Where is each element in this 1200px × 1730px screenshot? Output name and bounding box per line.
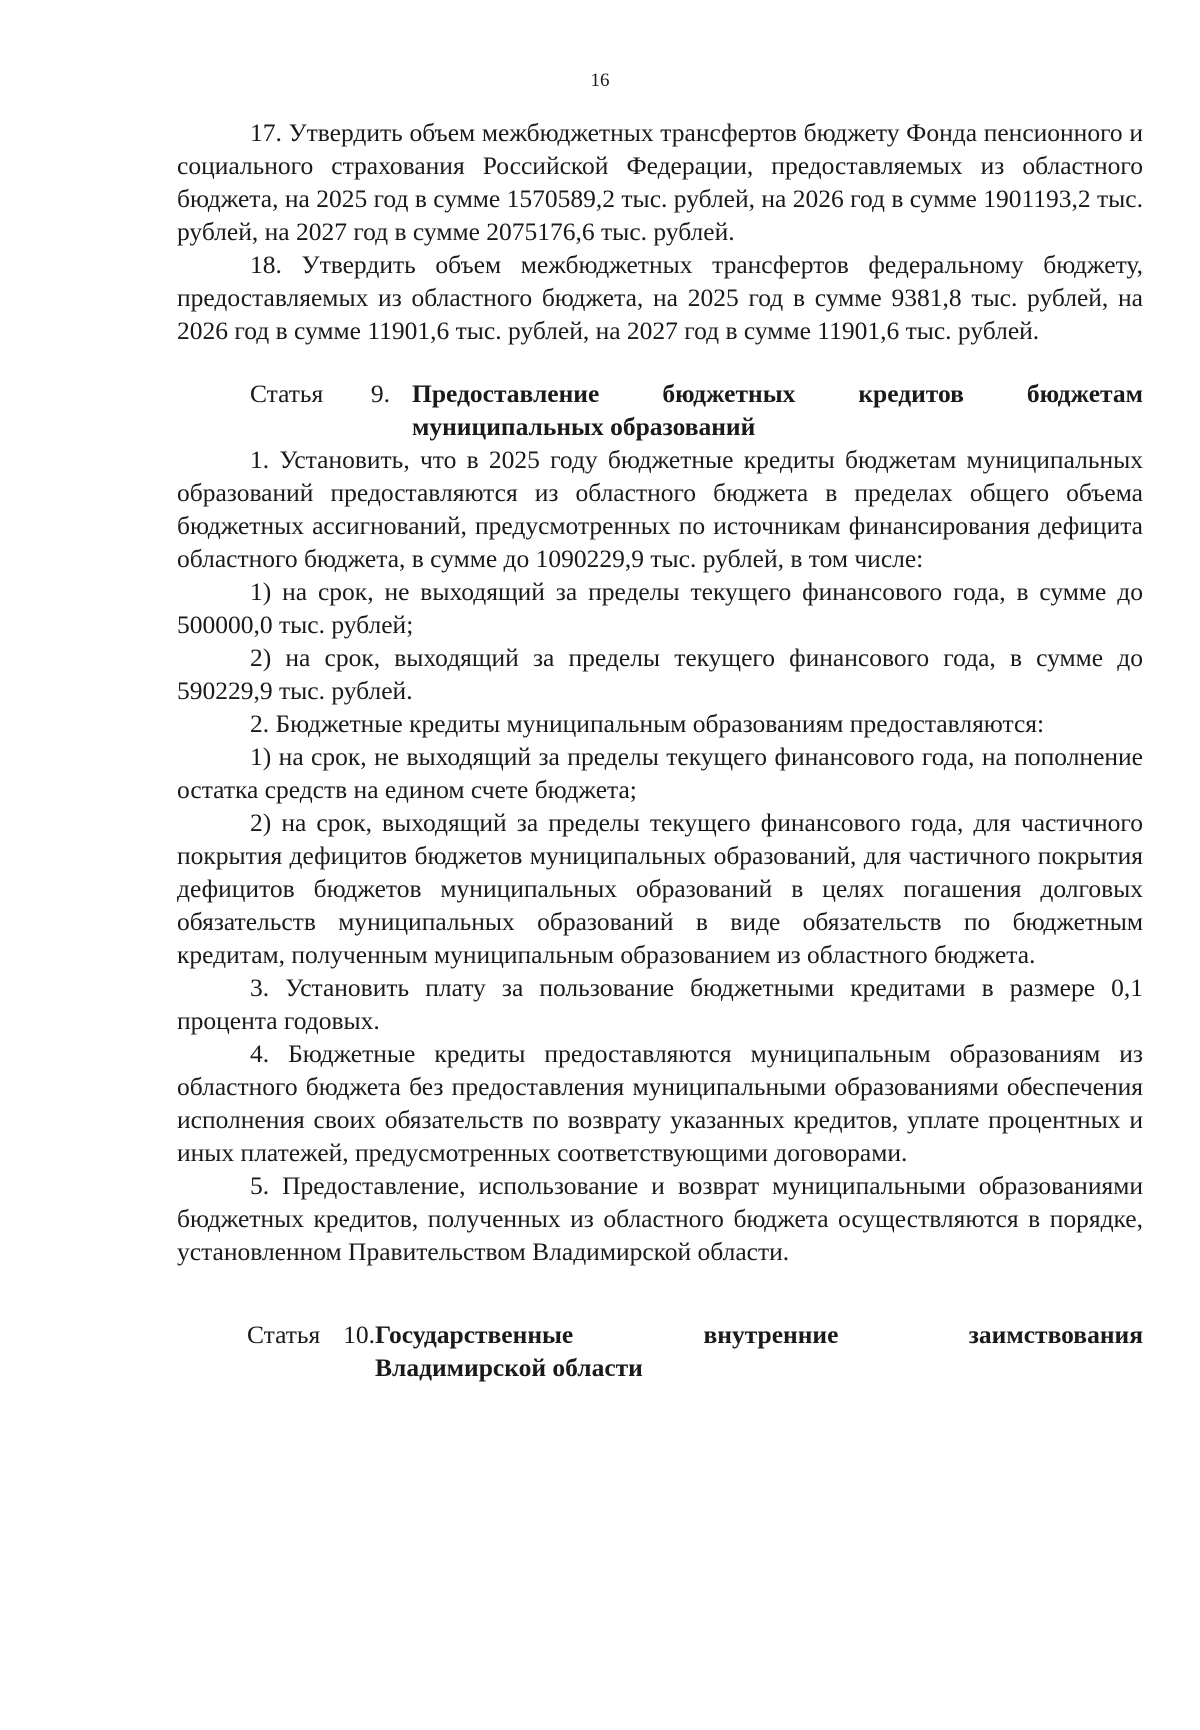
document-body xyxy=(177,116,1143,1384)
paragraph-18: 18. Утвердить объем межбюджетных трансфертов федеральному бюджету, предоставляемых из областного бюджета, на 2025 год в сумме 9381,8 тыс. рублей, на 2026 год в сумме 11901,6 тыс. рублей, на 2027 год в сумме 11901,6 тыс. рублей. xyxy=(177,250,1143,345)
article-9-label: Статья 9. xyxy=(250,379,390,408)
article-9-paragraph: 5. Предоставление, использование и возврат муниципальными образованиями бюджетных кредитов, полученных из областного бюджета осуществляются в порядке, установленном Правительством Владимирской области. xyxy=(177,1171,1143,1266)
article-9-paragraph: 2) на срок, выходящий за пределы текущего финансового года, для частичного покрытия дефицитов бюджетов муниципальных образований, для частичного покрытия дефицитов бюджетов муниципальных образований в целях погашения долговых обязательств муниципальных образований в виде обязательств по бюджетным кредитам, полученным муниципальным образованием из областного бюджета. xyxy=(177,808,1143,969)
article-9-title-line-2: муниципальных образований xyxy=(412,412,756,441)
page-number: 16 xyxy=(590,70,610,91)
article-9-title xyxy=(412,377,1143,443)
article-10-title-line-1: Государственные внутренние заимствования xyxy=(375,1320,1143,1349)
article-9-paragraph: 1. Установить, что в 2025 году бюджетные кредиты бюджетам муниципальных образований предоставляются из областного бюджета в пределах общего объема бюджетных ассигнований, предусмотренных по источникам финансирования дефицита областного бюджета, в сумме до 1090229,9 тыс. рублей, в том числе: xyxy=(177,445,1143,573)
article-9-paragraph: 1) на срок, не выходящий за пределы текущего финансового года, на пополнение остатка средств на едином счете бюджета; xyxy=(177,742,1143,804)
article-9-title-line-1: Предоставление бюджетных кредитов бюджетам xyxy=(412,379,1143,408)
article-9-paragraph: 4. Бюджетные кредиты предоставляются муниципальным образованиям из областного бюджета без предоставления муниципальными образованиями обеспечения исполнения своих обязательств по возврату указанных кредитов, уплате процентных и иных платежей, предусмотренных соответствующими договорами. xyxy=(177,1039,1143,1167)
article-9-paragraph: 2) на срок, выходящий за пределы текущего финансового года, в сумме до 590229,9 тыс. рублей. xyxy=(177,643,1143,705)
article-9-paragraph: 2. Бюджетные кредиты муниципальным образованиям предоставляются: xyxy=(250,709,1045,738)
article-9-paragraph: 1) на срок, не выходящий за пределы текущего финансового года, в сумме до 500000,0 тыс. рублей; xyxy=(177,577,1143,639)
article-10-title-line-2: Владимирской области xyxy=(375,1353,643,1382)
article-9-heading xyxy=(177,377,1143,443)
article-10-label: Статья 10. xyxy=(247,1320,375,1349)
paragraph-17: 17. Утвердить объем межбюджетных трансфертов бюджету Фонда пенсионного и социального страхования Российской Федерации, предоставляемых из областного бюджета, на 2025 год в сумме 1570589,2 тыс. рублей, на 2026 год в сумме 1901193,2 тыс. рублей, на 2027 год в сумме 2075176,6 тыс. рублей. xyxy=(177,118,1143,246)
article-9-paragraph: 3. Установить плату за пользование бюджетными кредитами в размере 0,1 процента годовых. xyxy=(177,973,1143,1035)
article-10-heading xyxy=(177,1318,1143,1384)
article-10-title xyxy=(375,1318,1143,1384)
